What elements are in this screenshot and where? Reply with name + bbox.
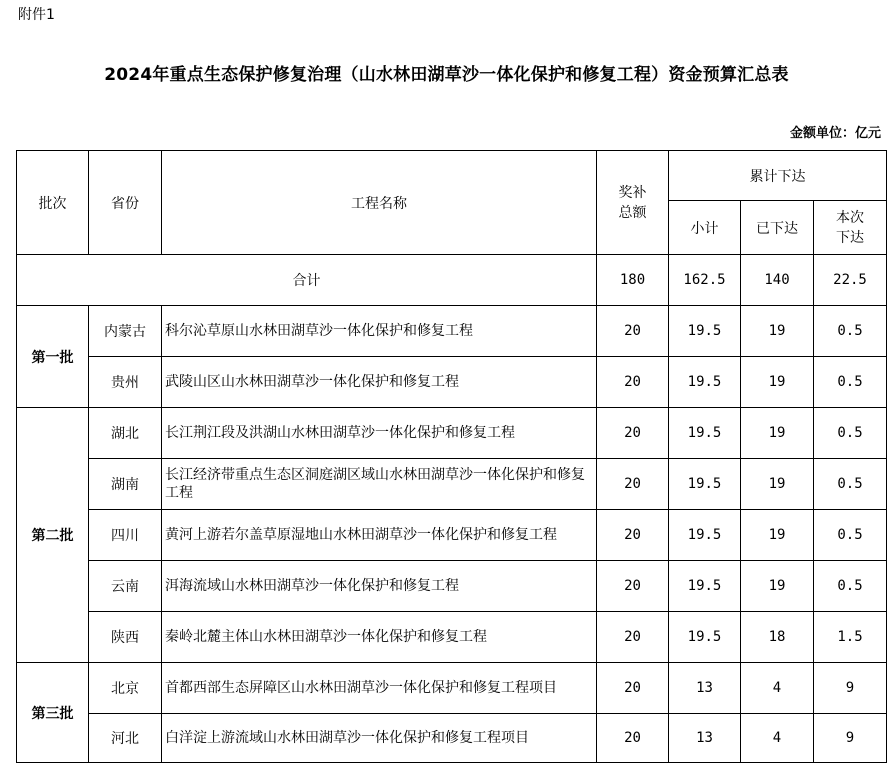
current-cell: 0.5 [814, 357, 887, 408]
budget-table [16, 150, 887, 763]
province-cell: 湖南 [89, 459, 162, 510]
issued-cell: 4 [741, 663, 814, 714]
subtotal-cell: 13 [669, 714, 741, 763]
province-cell: 贵州 [89, 357, 162, 408]
project-name-cell: 首都西部生态屏障区山水林田湖草沙一体化保护和修复工程项目 [162, 663, 597, 714]
province-cell: 内蒙古 [89, 306, 162, 357]
page-title: 2024年重点生态保护修复治理（山水林田湖草沙一体化保护和修复工程）资金预算汇总表 [104, 65, 789, 85]
award-total-cell: 20 [597, 357, 669, 408]
current-cell: 0.5 [814, 408, 887, 459]
current-cell: 0.5 [814, 459, 887, 510]
total-subtotal: 162.5 [669, 255, 741, 306]
subtotal-cell: 19.5 [669, 510, 741, 561]
province-cell: 北京 [89, 663, 162, 714]
award-total-cell: 20 [597, 510, 669, 561]
project-name-cell: 黄河上游若尔盖草原湿地山水林田湖草沙一体化保护和修复工程 [162, 510, 597, 561]
award-total-cell: 20 [597, 612, 669, 663]
issued-cell: 19 [741, 306, 814, 357]
issued-cell: 19 [741, 357, 814, 408]
issued-cell: 19 [741, 408, 814, 459]
subtotal-cell: 19.5 [669, 561, 741, 612]
col-header-batch: 批次 [17, 151, 89, 255]
batch-label: 第一批 [17, 306, 89, 408]
award-total-cell: 20 [597, 408, 669, 459]
total-row [17, 255, 887, 306]
table-row [17, 714, 887, 763]
col-header-province: 省份 [89, 151, 162, 255]
current-cell: 9 [814, 714, 887, 763]
total-label: 合计 [17, 255, 597, 306]
project-name-cell: 科尔沁草原山水林田湖草沙一体化保护和修复工程 [162, 306, 597, 357]
province-cell: 四川 [89, 510, 162, 561]
total-award: 180 [597, 255, 669, 306]
col-header-subtotal: 小计 [669, 201, 741, 255]
col-header-project: 工程名称 [162, 151, 597, 255]
col-header-current: 本次下达 [814, 201, 887, 255]
project-name-cell: 白洋淀上游流域山水林田湖草沙一体化保护和修复工程项目 [162, 714, 597, 763]
attachment-label: 附件1 [18, 7, 55, 23]
issued-cell: 18 [741, 612, 814, 663]
award-total-cell: 20 [597, 663, 669, 714]
table-row [17, 663, 887, 714]
table-row [17, 561, 887, 612]
table-row [17, 459, 887, 510]
subtotal-cell: 13 [669, 663, 741, 714]
project-name-cell: 武陵山区山水林田湖草沙一体化保护和修复工程 [162, 357, 597, 408]
current-cell: 9 [814, 663, 887, 714]
province-cell: 河北 [89, 714, 162, 763]
table-row [17, 408, 887, 459]
table-row [17, 612, 887, 663]
subtotal-cell: 19.5 [669, 459, 741, 510]
award-total-cell: 20 [597, 306, 669, 357]
issued-cell: 19 [741, 510, 814, 561]
current-cell: 0.5 [814, 510, 887, 561]
table-row [17, 510, 887, 561]
col-header-award-total: 奖补总额 [597, 151, 669, 255]
table-row [17, 306, 887, 357]
header-row-top [17, 151, 887, 201]
current-cell: 0.5 [814, 306, 887, 357]
current-cell: 0.5 [814, 561, 887, 612]
award-total-cell: 20 [597, 561, 669, 612]
total-issued: 140 [741, 255, 814, 306]
col-header-cumulative: 累计下达 [669, 151, 887, 201]
subtotal-cell: 19.5 [669, 306, 741, 357]
subtotal-cell: 19.5 [669, 612, 741, 663]
issued-cell: 19 [741, 459, 814, 510]
batch-label: 第二批 [17, 408, 89, 663]
col-header-issued: 已下达 [741, 201, 814, 255]
province-cell: 湖北 [89, 408, 162, 459]
subtotal-cell: 19.5 [669, 408, 741, 459]
project-name-cell: 洱海流域山水林田湖草沙一体化保护和修复工程 [162, 561, 597, 612]
current-cell: 1.5 [814, 612, 887, 663]
province-cell: 陕西 [89, 612, 162, 663]
project-name-cell: 秦岭北麓主体山水林田湖草沙一体化保护和修复工程 [162, 612, 597, 663]
award-total-cell: 20 [597, 459, 669, 510]
subtotal-cell: 19.5 [669, 357, 741, 408]
province-cell: 云南 [89, 561, 162, 612]
issued-cell: 4 [741, 714, 814, 763]
award-total-cell: 20 [597, 714, 669, 763]
table-row [17, 357, 887, 408]
project-name-cell: 长江经济带重点生态区洞庭湖区域山水林田湖草沙一体化保护和修复工程 [162, 459, 597, 510]
total-current: 22.5 [814, 255, 887, 306]
project-name-cell: 长江荆江段及洪湖山水林田湖草沙一体化保护和修复工程 [162, 408, 597, 459]
unit-note: 金额单位：亿元 [789, 126, 881, 141]
issued-cell: 19 [741, 561, 814, 612]
batch-label: 第三批 [17, 663, 89, 763]
